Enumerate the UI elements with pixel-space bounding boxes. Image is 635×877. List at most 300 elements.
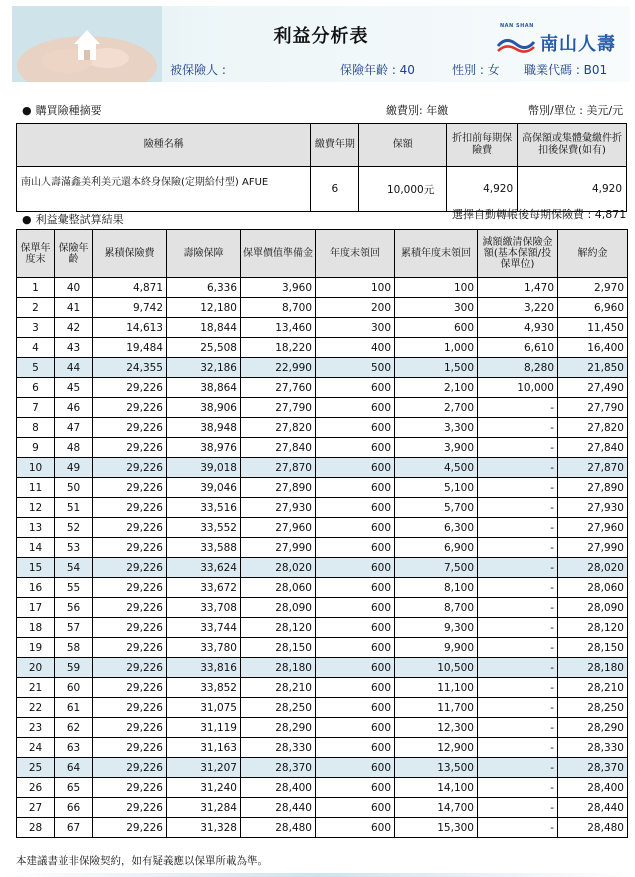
gender: 性別 : 女 [452,63,500,77]
cell-cum-return: 1,500 [395,358,478,378]
cell-age: 48 [55,438,93,458]
table-row [17,598,628,618]
table-row [17,438,628,458]
cell-year-end: 11 [17,478,55,498]
table-row [17,638,628,658]
cell-cum-premium: 29,226 [93,758,167,778]
cell-surrender-value: 28,180 [558,658,628,678]
cell-life-coverage: 12,180 [167,298,241,318]
cell-year-end: 4 [17,338,55,358]
table-row [17,338,628,358]
cell-life-coverage: 33,852 [167,678,241,698]
cell-reduced-paidup: - [478,738,558,758]
cell-age: 52 [55,518,93,538]
cell-life-coverage: 31,207 [167,758,241,778]
table-row [17,498,628,518]
cell-age: 59 [55,658,93,678]
cell-surrender-value: 28,370 [558,758,628,778]
cell-age: 40 [55,278,93,298]
auto-transfer-note: 選擇自動轉帳後每期保險費 : 4,871 [452,208,627,221]
cell-age: 54 [55,558,93,578]
table-row [17,518,628,538]
disclaimer: 本建議書並非保險契約，如有疑義應以保單所載為準。 [16,855,268,867]
cell-year-end: 24 [17,738,55,758]
cell-cum-return: 14,700 [395,798,478,818]
cell-cum-premium: 29,226 [93,498,167,518]
cell-cum-return: 15,300 [395,818,478,838]
table-row [17,298,628,318]
cell-year-end: 28 [17,818,55,838]
cell-year-end: 17 [17,598,55,618]
cell-cum-premium: 29,226 [93,418,167,438]
job-code: 職業代碼 : B01 [524,63,608,77]
cell-annual-return: 600 [316,418,395,438]
cell-policy-reserve: 28,330 [241,738,316,758]
cell-year-end: 21 [17,678,55,698]
footer-divider [0,873,635,877]
col-age: 保險年齡 [55,230,93,278]
cell-age: 56 [55,598,93,618]
cell-surrender-value: 27,840 [558,438,628,458]
cell-age: 49 [55,458,93,478]
cell-annual-return: 600 [316,718,395,738]
cell-surrender-value: 2,970 [558,278,628,298]
cell-cum-return: 1,000 [395,338,478,358]
cell-cum-premium: 29,226 [93,698,167,718]
col-year-end: 保單年度末 [17,230,55,278]
cell-surrender-value: 28,400 [558,778,628,798]
cell-age: 45 [55,378,93,398]
cell-cum-premium: 29,226 [93,678,167,698]
cell-policy-reserve: 27,870 [241,458,316,478]
cell-life-coverage: 31,119 [167,718,241,738]
cell-surrender-value: 27,870 [558,458,628,478]
cell-cum-premium: 29,226 [93,658,167,678]
cell-reduced-paidup: - [478,758,558,778]
cell-life-coverage: 38,948 [167,418,241,438]
col-plan-name: 險種名稱 [17,124,311,167]
cell-cum-premium: 29,226 [93,618,167,638]
cell-age: 62 [55,718,93,738]
table-row [17,578,628,598]
cell-reduced-paidup: - [478,438,558,458]
col-surrender-value: 解約金 [558,230,628,278]
cell-annual-return: 100 [316,278,395,298]
cell-annual-return: 300 [316,318,395,338]
cell-life-coverage: 33,552 [167,518,241,538]
cell-surrender-value: 16,400 [558,338,628,358]
cell-cum-return: 5,100 [395,478,478,498]
table-row [17,798,628,818]
cell-life-coverage: 33,780 [167,638,241,658]
cell-policy-reserve: 28,060 [241,578,316,598]
cell-age: 46 [55,398,93,418]
cell-age: 61 [55,698,93,718]
cell-cum-return: 5,700 [395,498,478,518]
col-discounted: 高保額或集體彙繳件折扣後保費(如有) [518,124,627,167]
cell-cum-return: 12,300 [395,718,478,738]
table-row [17,818,628,838]
cell-policy-reserve: 27,760 [241,378,316,398]
cell-year-end: 26 [17,778,55,798]
table-row [17,718,628,738]
cell-annual-return: 600 [316,458,395,478]
table-row [17,378,628,398]
cell-year-end: 14 [17,538,55,558]
cell-reduced-paidup: 3,220 [478,298,558,318]
table-row [17,698,628,718]
cell-reduced-paidup: 10,000 [478,378,558,398]
cell-annual-return: 600 [316,798,395,818]
cell-policy-reserve: 28,480 [241,818,316,838]
cell-age: 66 [55,798,93,818]
cell-policy-reserve: 27,820 [241,418,316,438]
cell-surrender-value: 28,330 [558,738,628,758]
summary-heading: ● 購買險種摘要 [22,104,102,117]
bullet-icon: ● [22,104,32,117]
cell-surrender-value: 28,120 [558,618,628,638]
cell-surrender-value: 21,850 [558,358,628,378]
cell-cum-premium: 29,226 [93,738,167,758]
cell-year-end: 12 [17,498,55,518]
col-annual-return: 年度末領回 [316,230,395,278]
cell-year-end: 10 [17,458,55,478]
cell-reduced-paidup: - [478,598,558,618]
cell-life-coverage: 38,906 [167,398,241,418]
cell-policy-reserve: 28,180 [241,658,316,678]
cell-annual-return: 600 [316,438,395,458]
cell-life-coverage: 31,328 [167,818,241,838]
cell-year-end: 3 [17,318,55,338]
cell-reduced-paidup: - [478,698,558,718]
table-row [17,418,628,438]
cell-policy-reserve: 28,150 [241,638,316,658]
cell-reduced-paidup: - [478,478,558,498]
cell-annual-return: 600 [316,578,395,598]
cell-age: 44 [55,358,93,378]
cell-annual-return: 500 [316,358,395,378]
cell-annual-return: 600 [316,778,395,798]
cell-life-coverage: 39,046 [167,478,241,498]
cell-cum-return: 11,700 [395,698,478,718]
cell-cum-premium: 29,226 [93,378,167,398]
cell-policy-reserve: 28,440 [241,798,316,818]
cell-reduced-paidup: - [478,578,558,598]
cell-life-coverage: 6,336 [167,278,241,298]
cell-reduced-paidup: - [478,518,558,538]
table-row [17,538,628,558]
cell-reduced-paidup: 1,470 [478,278,558,298]
cell-year-end: 25 [17,758,55,778]
bullet-icon: ● [22,213,32,226]
table-row [17,458,628,478]
cell-year-end: 1 [17,278,55,298]
table-row [17,678,628,698]
logo-text: 南山人壽 [540,34,616,55]
cell-cum-premium: 29,226 [93,578,167,598]
cell-annual-return: 600 [316,658,395,678]
cell-age: 60 [55,678,93,698]
cell-year-end: 18 [17,618,55,638]
cell-cum-premium: 19,484 [93,338,167,358]
cell-age: 53 [55,538,93,558]
cell-year-end: 9 [17,438,55,458]
cell-policy-reserve: 27,890 [241,478,316,498]
cell-policy-reserve: 28,120 [241,618,316,638]
cell-surrender-value: 28,250 [558,698,628,718]
plan-name: 南山人壽滿鑫美利美元還本終身保險(定期給付型) AFUE [17,167,311,212]
cell-cum-premium: 29,226 [93,558,167,578]
cell-cum-return: 9,900 [395,638,478,658]
cell-policy-reserve: 28,090 [241,598,316,618]
cell-policy-reserve: 18,220 [241,338,316,358]
cell-age: 65 [55,778,93,798]
cell-reduced-paidup: - [478,558,558,578]
cell-policy-reserve: 22,990 [241,358,316,378]
cell-policy-reserve: 3,960 [241,278,316,298]
cell-annual-return: 400 [316,338,395,358]
cell-cum-premium: 29,226 [93,478,167,498]
table-row [17,618,628,638]
cell-cum-premium: 29,226 [93,458,167,478]
cell-life-coverage: 31,240 [167,778,241,798]
col-pay-term: 繳費年期 [311,124,359,167]
cell-year-end: 13 [17,518,55,538]
cell-cum-return: 10,500 [395,658,478,678]
cell-age: 43 [55,338,93,358]
results-table [16,229,628,838]
cell-reduced-paidup: 4,930 [478,318,558,338]
cell-annual-return: 600 [316,698,395,718]
cell-cum-premium: 29,226 [93,638,167,658]
cell-age: 50 [55,478,93,498]
cell-policy-reserve: 27,790 [241,398,316,418]
cell-age: 55 [55,578,93,598]
cell-year-end: 20 [17,658,55,678]
cell-surrender-value: 28,090 [558,598,628,618]
cell-surrender-value: 28,020 [558,558,628,578]
cell-cum-return: 6,900 [395,538,478,558]
cell-cum-premium: 29,226 [93,798,167,818]
cell-cum-return: 9,300 [395,618,478,638]
cell-cum-premium: 14,613 [93,318,167,338]
cell-annual-return: 600 [316,398,395,418]
cell-cum-return: 7,500 [395,558,478,578]
cell-year-end: 22 [17,698,55,718]
cell-surrender-value: 27,490 [558,378,628,398]
cell-surrender-value: 27,930 [558,498,628,518]
cell-cum-return: 13,500 [395,758,478,778]
cell-cum-premium: 29,226 [93,778,167,798]
cell-cum-premium: 4,871 [93,278,167,298]
cell-annual-return: 600 [316,618,395,638]
pay-term: 6 [311,167,359,212]
cell-age: 47 [55,418,93,438]
table-row [17,758,628,778]
col-premium: 折扣前每期保險費 [447,124,518,167]
cell-age: 63 [55,738,93,758]
cell-life-coverage: 33,708 [167,598,241,618]
cell-policy-reserve: 28,020 [241,558,316,578]
cell-cum-return: 3,300 [395,418,478,438]
cell-policy-reserve: 27,960 [241,518,316,538]
cell-policy-reserve: 28,290 [241,718,316,738]
cell-life-coverage: 33,816 [167,658,241,678]
cell-cum-return: 100 [395,278,478,298]
cell-reduced-paidup: - [478,398,558,418]
cell-reduced-paidup: - [478,658,558,678]
logo-wave-icon: NAN SHAN [496,32,536,54]
cell-reduced-paidup: - [478,458,558,478]
cell-age: 58 [55,638,93,658]
col-cum-return: 累積年度末領回 [395,230,478,278]
cell-reduced-paidup: - [478,618,558,638]
cell-cum-premium: 29,226 [93,438,167,458]
cell-year-end: 15 [17,558,55,578]
cell-life-coverage: 39,018 [167,458,241,478]
summary-table [16,123,627,212]
cell-life-coverage: 25,508 [167,338,241,358]
page-title: 利益分析表 [273,26,369,47]
cell-surrender-value: 28,210 [558,678,628,698]
cell-life-coverage: 31,163 [167,738,241,758]
cell-annual-return: 600 [316,498,395,518]
col-policy-reserve: 保單價值準備金 [241,230,316,278]
cell-surrender-value: 27,990 [558,538,628,558]
cell-policy-reserve: 27,990 [241,538,316,558]
cell-cum-return: 8,100 [395,578,478,598]
cell-age: 64 [55,758,93,778]
discounted-premium: 4,920 [518,167,627,212]
premium: 4,920 [447,167,518,212]
insurance-age: 保險年齡 : 40 [340,63,415,77]
cell-cum-return: 3,900 [395,438,478,458]
cell-age: 57 [55,618,93,638]
cell-cum-return: 600 [395,318,478,338]
cell-year-end: 27 [17,798,55,818]
cell-annual-return: 600 [316,738,395,758]
cell-cum-premium: 29,226 [93,718,167,738]
currency-unit: 幣別/單位 : 美元/元 [528,104,624,117]
table-row [17,358,628,378]
table-row [17,738,628,758]
cell-year-end: 23 [17,718,55,738]
cell-life-coverage: 38,976 [167,438,241,458]
cell-life-coverage: 32,186 [167,358,241,378]
cell-cum-return: 14,100 [395,778,478,798]
cell-reduced-paidup: - [478,638,558,658]
cell-cum-return: 8,700 [395,598,478,618]
col-reduced-paidup: 減額繳清保險金額(基本保額/投保單位) [478,230,558,278]
cell-year-end: 7 [17,398,55,418]
cell-life-coverage: 33,624 [167,558,241,578]
cell-cum-return: 11,100 [395,678,478,698]
cell-annual-return: 600 [316,478,395,498]
cell-cum-return: 2,100 [395,378,478,398]
cell-year-end: 6 [17,378,55,398]
table-row [17,558,628,578]
cell-year-end: 5 [17,358,55,378]
table-row [17,398,628,418]
cell-life-coverage: 33,744 [167,618,241,638]
table-row [17,318,628,338]
cell-cum-premium: 9,742 [93,298,167,318]
cell-annual-return: 600 [316,638,395,658]
cell-year-end: 8 [17,418,55,438]
cell-cum-premium: 29,226 [93,518,167,538]
cell-age: 67 [55,818,93,838]
cell-age: 42 [55,318,93,338]
cell-policy-reserve: 13,460 [241,318,316,338]
cell-surrender-value: 28,150 [558,638,628,658]
cell-age: 41 [55,298,93,318]
cell-age: 51 [55,498,93,518]
cell-surrender-value: 11,450 [558,318,628,338]
cell-reduced-paidup: - [478,818,558,838]
cell-cum-return: 4,500 [395,458,478,478]
cell-surrender-value: 6,960 [558,298,628,318]
company-logo [496,23,616,56]
cell-surrender-value: 28,440 [558,798,628,818]
cell-surrender-value: 27,820 [558,418,628,438]
cell-cum-return: 300 [395,298,478,318]
cell-policy-reserve: 28,210 [241,678,316,698]
cell-policy-reserve: 27,930 [241,498,316,518]
cell-life-coverage: 31,284 [167,798,241,818]
cell-annual-return: 600 [316,818,395,838]
cell-policy-reserve: 28,400 [241,778,316,798]
table-row [17,478,628,498]
cell-reduced-paidup: 6,610 [478,338,558,358]
cell-cum-premium: 29,226 [93,398,167,418]
cell-policy-reserve: 28,370 [241,758,316,778]
col-cum-premium: 累積保險費 [93,230,167,278]
cell-cum-premium: 24,355 [93,358,167,378]
cell-policy-reserve: 27,840 [241,438,316,458]
cell-cum-return: 2,700 [395,398,478,418]
cell-annual-return: 600 [316,558,395,578]
table-row [17,278,628,298]
cell-annual-return: 600 [316,598,395,618]
col-amount: 保額 [359,124,447,167]
cell-annual-return: 600 [316,378,395,398]
cell-policy-reserve: 28,250 [241,698,316,718]
cell-life-coverage: 31,075 [167,698,241,718]
cell-reduced-paidup: - [478,718,558,738]
cell-cum-premium: 29,226 [93,538,167,558]
cell-life-coverage: 38,864 [167,378,241,398]
cell-reduced-paidup: - [478,418,558,438]
table-row [17,658,628,678]
cell-reduced-paidup: - [478,498,558,518]
cell-surrender-value: 27,890 [558,478,628,498]
cell-cum-return: 12,900 [395,738,478,758]
cell-life-coverage: 33,672 [167,578,241,598]
cell-annual-return: 600 [316,758,395,778]
insured-amount: 10,000元 [359,167,447,212]
cell-annual-return: 600 [316,678,395,698]
pay-mode: 繳費別: 年繳 [386,104,449,117]
cell-cum-premium: 29,226 [93,818,167,838]
cell-annual-return: 600 [316,518,395,538]
cell-reduced-paidup: - [478,798,558,818]
cell-life-coverage: 33,516 [167,498,241,518]
cell-surrender-value: 27,790 [558,398,628,418]
cell-life-coverage: 33,588 [167,538,241,558]
insured-label: 被保險人 : [170,63,226,77]
cell-life-coverage: 18,844 [167,318,241,338]
cell-policy-reserve: 8,700 [241,298,316,318]
